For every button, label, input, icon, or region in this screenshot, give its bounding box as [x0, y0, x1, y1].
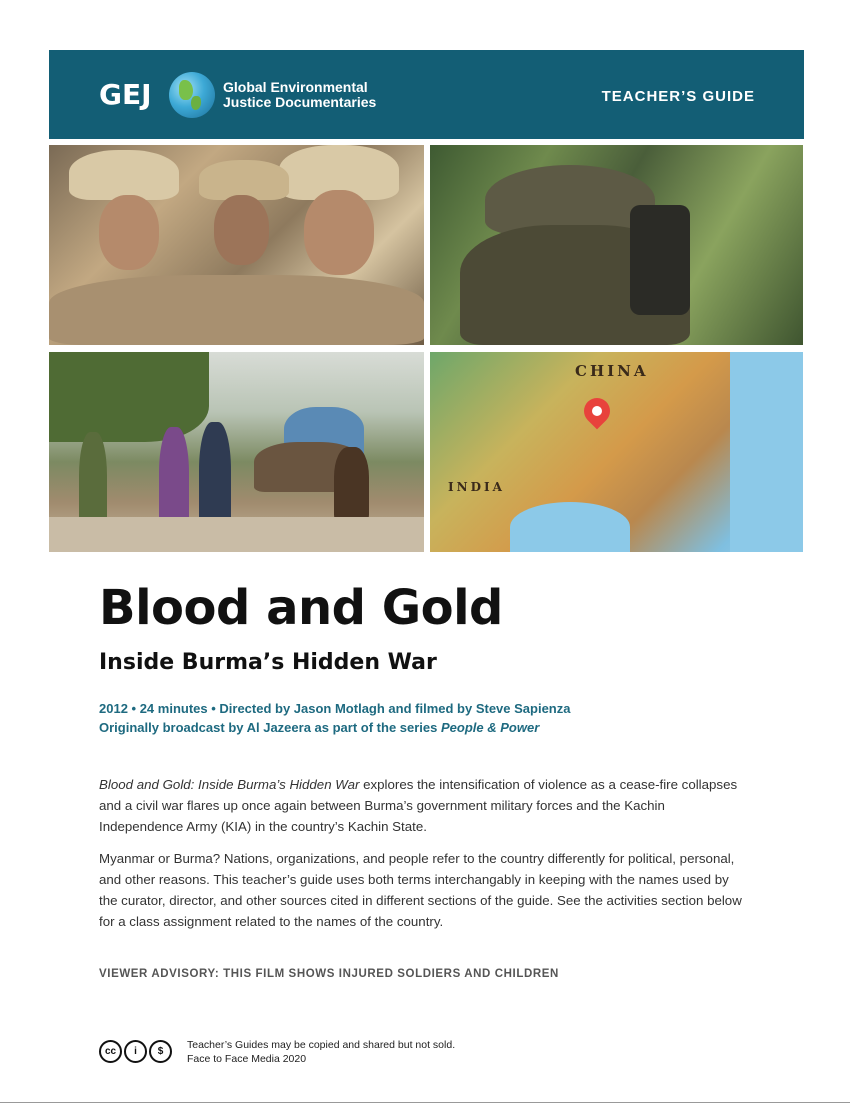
- globe-icon: [169, 72, 215, 118]
- intro-paragraph: [99, 774, 749, 837]
- map-label-india: INDIA: [448, 480, 505, 494]
- film-title: Blood and Gold: [99, 580, 503, 636]
- noncommercial-icon: $: [149, 1040, 172, 1063]
- footer-line2: Face to Face Media 2020: [187, 1053, 307, 1065]
- series-name: People & Power: [441, 720, 540, 735]
- viewer-advisory: VIEWER ADVISORY: THIS FILM SHOWS INJURED SOLDIERS AND CHILDREN: [99, 968, 559, 980]
- naming-paragraph: Myanmar or Burma? Nations, organizations, and people refer to the country differently for political, personal, and other reasons. This teacher’s guide uses both terms interchangably in keeping with the names used by the curator, director, and other sources cited in different sections of the guide. See the activities section below for a class assignment related to the names of the country.: [99, 851, 742, 929]
- map-label-china: CHINA: [575, 362, 649, 380]
- meta-line2: [99, 718, 570, 737]
- footer-line1: Teacher’s Guides may be copied and shared but not sold.: [187, 1039, 456, 1051]
- photo-soldier-jungle: [430, 145, 803, 345]
- cc-icon: cc: [99, 1040, 122, 1063]
- intro-film-title: Blood and Gold: Inside Burma’s Hidden War: [99, 777, 360, 792]
- photo-map: [430, 352, 803, 552]
- location-pin-icon: [579, 393, 616, 430]
- org-name-line1: Global Environmental: [223, 79, 368, 95]
- org-name-line2: Justice Documentaries: [223, 94, 377, 110]
- header-banner: [49, 50, 804, 139]
- logo-text: GEJ: [99, 78, 152, 111]
- org-name: [223, 80, 376, 110]
- bottom-divider: [0, 1102, 850, 1103]
- film-meta: [99, 699, 570, 737]
- intro-text: explores the intensification of violence as a cease-fire collapses and a civil war flares up once again between Burma’s government military forces and the Kachin Independence Army (KIA) in the country’s Kachin State.: [99, 777, 738, 834]
- attribution-icon: i: [124, 1040, 147, 1063]
- footer-license: [187, 1038, 455, 1066]
- meta-line2-prefix: Originally broadcast by Al Jazeera as part of the series: [99, 720, 441, 735]
- creative-commons-badge: [99, 1040, 172, 1063]
- guide-label: TEACHER’S GUIDE: [601, 88, 755, 105]
- meta-line1: 2012 • 24 minutes • Directed by Jason Motlagh and filmed by Steve Sapienza: [99, 701, 571, 716]
- photo-refugees: [49, 352, 424, 552]
- film-subtitle: Inside Burma’s Hidden War: [99, 650, 437, 675]
- photo-military-officers: [49, 145, 424, 345]
